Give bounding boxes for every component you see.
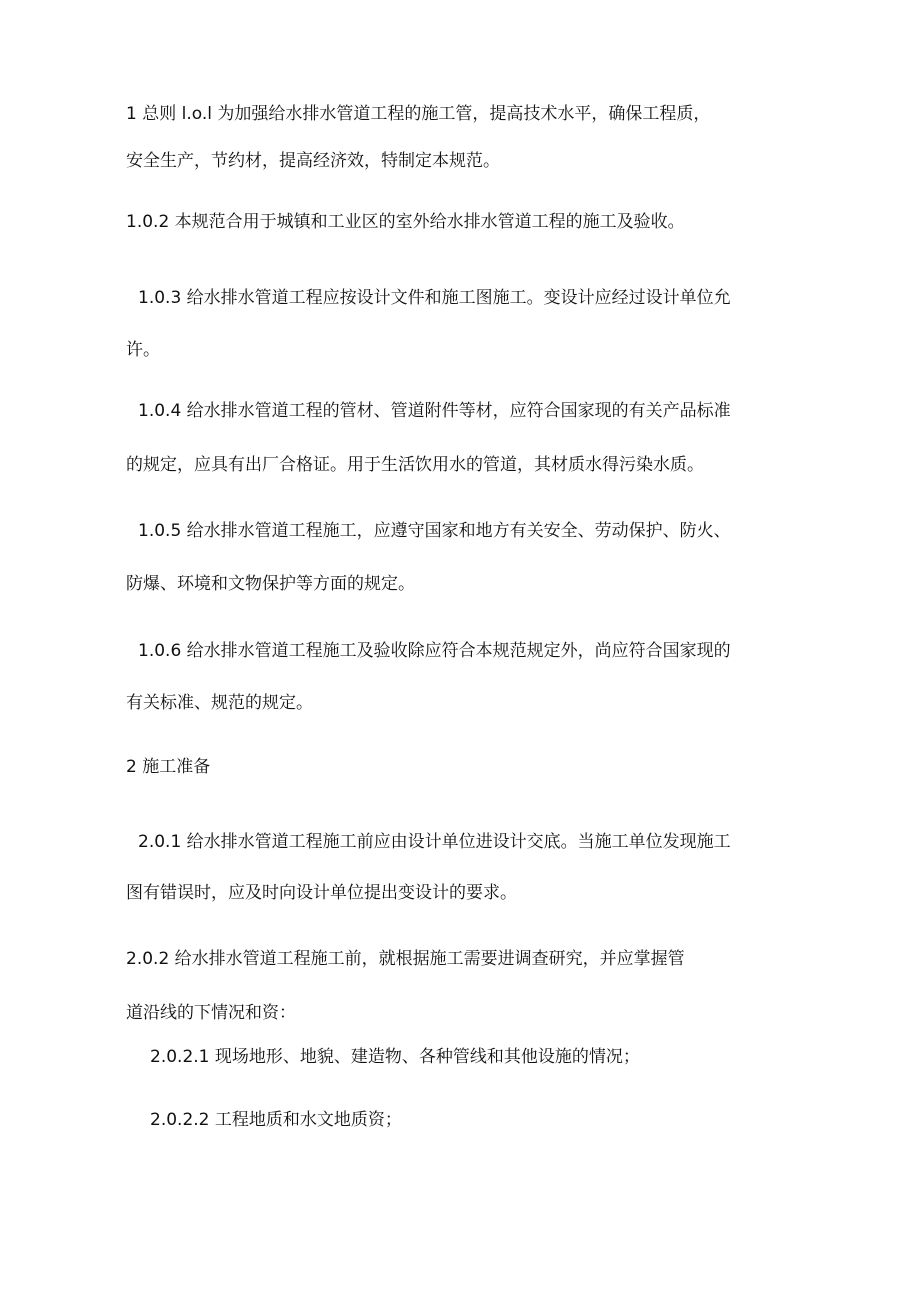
text-line: 1.0.6 给水排水管道工程施工及验收除应符合本规范规定外，尚应符合国家现的 (138, 641, 731, 661)
text-line: 2.0.1 给水排水管道工程施工前应由设计单位进设计交底。当施工单位发现施工 (138, 832, 731, 852)
text-line: 1.0.4 给水排水管道工程的管材、管道附件等材，应符合国家现的有关产品标准 (138, 401, 731, 421)
text-line: 安全生产，节约材，提高经济效，特制定本规范。 (126, 151, 500, 171)
text-line: 图有错误时，应及时向设计单位提出变设计的要求。 (126, 883, 517, 903)
text-line: 1.0.5 给水排水管道工程施工，应遵守国家和地方有关安全、劳动保护、防火、 (138, 521, 731, 541)
text-line: 1.0.3 给水排水管道工程应按设计文件和施工图施工。变设计应经过设计单位允 (138, 288, 731, 308)
list-item: 2.0.2.1 现场地形、地貌、建造物、各种管线和其他设施的情况； (150, 1047, 640, 1067)
text-line: 许。 (126, 340, 160, 360)
text-line: 道沿线的下情况和资： (126, 1003, 296, 1023)
text-line: 的规定，应具有出厂合格证。用于生活饮用水的管道，其材质水得污染水质。 (126, 455, 704, 475)
text-line: 2.0.2 给水排水管道工程施工前，就根据施工需要进调查研究，并应掌握管 (126, 949, 685, 969)
text-line: 防爆、环境和文物保护等方面的规定。 (126, 574, 415, 594)
list-item: 2.0.2.2 工程地质和水文地质资； (150, 1110, 402, 1130)
text-line: 1.0.2 本规范合用于城镇和工业区的室外给水排水管道工程的施工及验收。 (126, 212, 685, 232)
text-line: 1 总则 l.o.l 为加强给水排水管道工程的施工管，提高技术水平，确保工程质， (126, 104, 711, 124)
text-line: 有关标准、规范的规定。 (126, 693, 313, 713)
section-heading: 2 施工准备 (126, 757, 211, 777)
